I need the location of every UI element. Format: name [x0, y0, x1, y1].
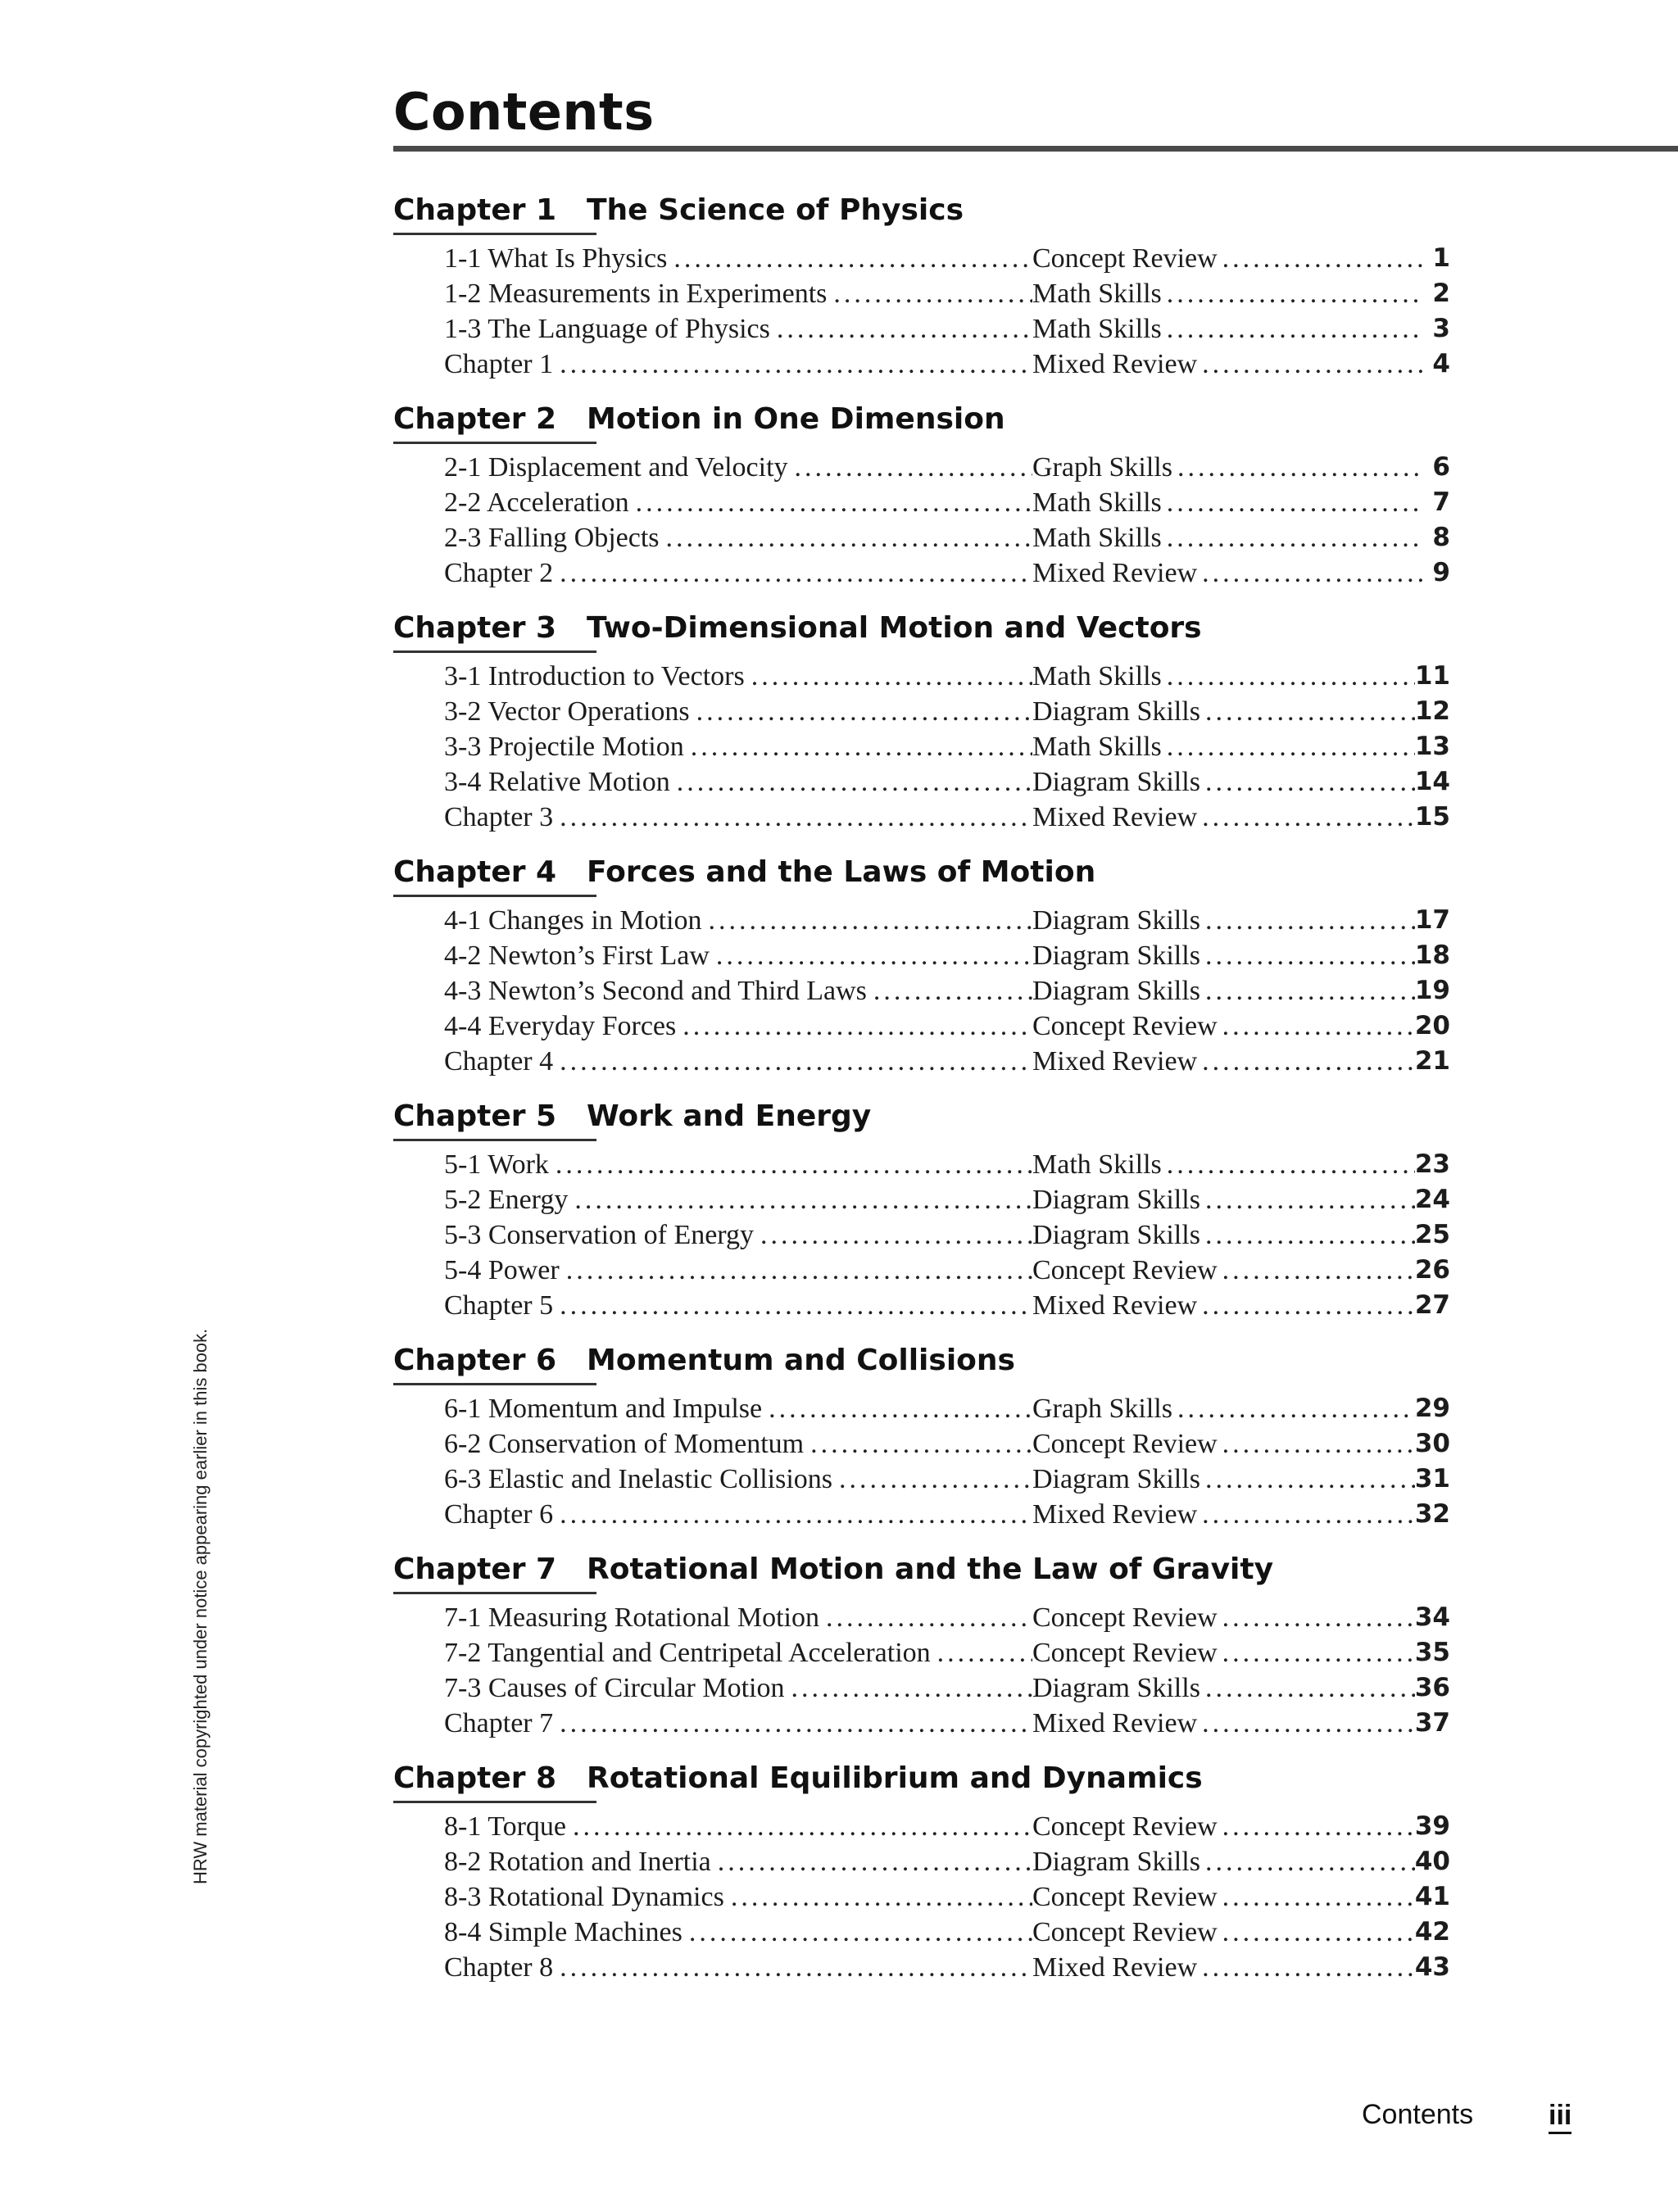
toc-entry	[393, 1497, 1450, 1532]
entry-label: 1-2 Measurements in Experiments	[444, 279, 828, 309]
dot-leader	[1222, 1879, 1415, 1915]
dot-leader	[769, 1391, 1032, 1426]
dot-leader	[1205, 1182, 1415, 1217]
dot-leader	[810, 1426, 1032, 1462]
chapter-heading	[393, 1756, 1450, 1801]
footer-label: Contents	[1362, 2099, 1474, 2130]
toc-entry	[393, 1147, 1450, 1182]
chapter-number: Chapter 5	[393, 1099, 557, 1133]
dot-leader	[1167, 729, 1415, 764]
dot-leader	[1167, 659, 1415, 694]
dot-leader	[708, 903, 1032, 938]
table-of-contents	[393, 188, 1450, 1985]
toc-entry	[393, 659, 1450, 694]
entry-type: Diagram Skills	[1032, 1464, 1200, 1494]
dot-leader	[1202, 1950, 1415, 1985]
chapter-underline	[393, 650, 596, 653]
entry-label: 4-4 Everyday Forces	[444, 1011, 677, 1041]
entry-type: Graph Skills	[1032, 1394, 1172, 1424]
entry-page-number: 39	[1414, 1811, 1450, 1841]
dot-leader	[1222, 1635, 1415, 1670]
dot-leader	[1205, 1217, 1415, 1253]
dot-leader	[1177, 450, 1422, 485]
dot-leader	[666, 520, 1032, 555]
dot-leader	[1205, 973, 1415, 1009]
toc-entry	[393, 1670, 1450, 1706]
dot-leader	[1205, 1670, 1415, 1706]
toc-entry	[393, 276, 1450, 311]
entry-page-number: 32	[1414, 1499, 1450, 1529]
toc-entry	[393, 1879, 1450, 1915]
entry-type: Concept Review	[1032, 1917, 1218, 1947]
entry-label: 5-4 Power	[444, 1255, 560, 1285]
chapter-number: Chapter 1	[393, 193, 557, 227]
entry-label: 6-3 Elastic and Inelastic Collisions	[444, 1464, 833, 1494]
entry-page-number: 14	[1414, 767, 1450, 796]
entry-label: 2-1 Displacement and Velocity	[444, 452, 788, 483]
dot-leader	[718, 1844, 1032, 1879]
chapter-underline	[393, 1801, 596, 1803]
toc-entry	[393, 938, 1450, 973]
dot-leader	[560, 1044, 1032, 1079]
chapter-title: Motion in One Dimension	[587, 402, 1005, 436]
entry-type: Mixed Review	[1032, 1046, 1198, 1077]
entry-page-number: 12	[1414, 696, 1450, 726]
entry-page-number: 26	[1414, 1255, 1450, 1285]
toc-entry	[393, 1426, 1450, 1462]
title-rule	[393, 146, 1678, 152]
entry-label: 4-1 Changes in Motion	[444, 905, 702, 936]
entry-page-number: 20	[1414, 1011, 1450, 1040]
dot-leader	[566, 1253, 1032, 1288]
toc-entry	[393, 485, 1450, 520]
copyright-notice: HRW material copyrighted under notice appearing earlier in this book.	[190, 1328, 211, 1884]
toc-entry	[393, 729, 1450, 764]
dot-leader	[1205, 903, 1415, 938]
entry-type: Diagram Skills	[1032, 1847, 1200, 1877]
entry-page-number: 37	[1414, 1708, 1450, 1738]
entry-type: Concept Review	[1032, 1811, 1218, 1842]
dot-leader	[696, 694, 1032, 729]
entry-label: 8-2 Rotation and Inertia	[444, 1847, 711, 1877]
entry-type: Math Skills	[1032, 314, 1162, 344]
dot-leader	[689, 1915, 1032, 1950]
dot-leader	[1202, 1706, 1415, 1741]
dot-leader	[839, 1462, 1032, 1497]
toc-entry	[393, 1950, 1450, 1985]
dot-leader	[560, 555, 1032, 591]
toc-entry	[393, 520, 1450, 555]
toc-entry	[393, 1809, 1450, 1844]
entry-type: Mixed Review	[1032, 802, 1198, 832]
entry-page-number: 15	[1414, 802, 1450, 832]
toc-entry	[393, 1288, 1450, 1323]
toc-entry	[393, 1462, 1450, 1497]
entry-page-number: 30	[1414, 1429, 1450, 1458]
toc-entry	[393, 1600, 1450, 1635]
entry-type: Mixed Review	[1032, 1499, 1198, 1530]
dot-leader	[716, 938, 1032, 973]
entry-page-number: 23	[1414, 1149, 1450, 1179]
toc-entry	[393, 1915, 1450, 1950]
entry-type: Diagram Skills	[1032, 976, 1200, 1006]
chapter-section	[393, 1339, 1450, 1532]
toc-entry	[393, 1635, 1450, 1670]
entry-type: Diagram Skills	[1032, 1185, 1200, 1215]
dot-leader	[1205, 938, 1415, 973]
toc-entry	[393, 555, 1450, 591]
toc-entry	[393, 1182, 1450, 1217]
dot-leader	[937, 1635, 1032, 1670]
chapter-heading	[393, 850, 1450, 895]
dot-leader	[1205, 1844, 1415, 1879]
entry-label: 3-4 Relative Motion	[444, 767, 670, 797]
chapter-section	[393, 606, 1450, 835]
chapter-underline	[393, 1139, 596, 1141]
entry-type: Mixed Review	[1032, 1708, 1198, 1738]
toc-entry	[393, 1009, 1450, 1044]
dot-leader	[673, 241, 1032, 276]
chapter-underline	[393, 233, 596, 235]
entry-page-number: 17	[1414, 905, 1450, 935]
dot-leader	[560, 1950, 1032, 1985]
toc-entry	[393, 241, 1450, 276]
entry-page-number: 8	[1432, 523, 1450, 552]
entry-label: 8-1 Torque	[444, 1811, 567, 1842]
toc-entry	[393, 1844, 1450, 1879]
entry-type: Concept Review	[1032, 1429, 1218, 1459]
entry-page-number: 11	[1414, 661, 1450, 691]
entry-page-number: 2	[1432, 279, 1450, 308]
entry-type: Math Skills	[1032, 279, 1162, 309]
toc-entry	[393, 764, 1450, 800]
entry-type: Diagram Skills	[1032, 1220, 1200, 1250]
dot-leader	[1202, 800, 1415, 835]
entry-label: 6-2 Conservation of Momentum	[444, 1429, 805, 1459]
toc-entry	[393, 347, 1450, 382]
entry-page-number: 9	[1432, 558, 1450, 587]
dot-leader	[1205, 694, 1415, 729]
chapter-number: Chapter 4	[393, 855, 557, 889]
toc-entry	[393, 973, 1450, 1009]
chapter-section	[393, 188, 1450, 382]
chapter-section	[393, 1756, 1450, 1985]
entry-page-number: 13	[1414, 732, 1450, 761]
dot-leader	[1202, 347, 1422, 382]
entry-label: Chapter 4	[444, 1046, 554, 1077]
dot-leader	[1202, 1288, 1415, 1323]
entry-page-number: 42	[1414, 1917, 1450, 1947]
dot-leader	[777, 311, 1032, 347]
entry-label: 6-1 Momentum and Impulse	[444, 1394, 763, 1424]
dot-leader	[683, 1009, 1032, 1044]
entry-type: Concept Review	[1032, 1255, 1218, 1285]
chapter-title: Rotational Motion and the Law of Gravity	[587, 1552, 1274, 1586]
chapter-title: Work and Energy	[587, 1099, 872, 1133]
dot-leader	[560, 347, 1032, 382]
dot-leader	[1222, 1915, 1415, 1950]
page-title: Contents	[393, 82, 655, 142]
chapter-heading	[393, 397, 1450, 442]
entry-label: Chapter 1	[444, 349, 554, 379]
entry-label: 7-1 Measuring Rotational Motion	[444, 1602, 820, 1633]
dot-leader	[791, 1670, 1033, 1706]
dot-leader	[1167, 520, 1422, 555]
dot-leader	[1202, 555, 1422, 591]
dot-leader	[760, 1217, 1032, 1253]
dot-leader	[1167, 1147, 1415, 1182]
entry-page-number: 7	[1432, 487, 1450, 517]
dot-leader	[1167, 485, 1422, 520]
entry-label: 5-1 Work	[444, 1149, 549, 1180]
chapter-underline	[393, 442, 596, 444]
chapter-section	[393, 1548, 1450, 1741]
toc-entry	[393, 450, 1450, 485]
dot-leader	[1167, 311, 1422, 347]
dot-leader	[573, 1809, 1032, 1844]
entry-type: Math Skills	[1032, 661, 1162, 691]
entry-page-number: 43	[1414, 1952, 1450, 1982]
toc-entry	[393, 1253, 1450, 1288]
entry-label: 4-2 Newton’s First Law	[444, 941, 710, 971]
entry-label: Chapter 5	[444, 1290, 554, 1321]
toc-entry	[393, 903, 1450, 938]
entry-page-number: 3	[1432, 314, 1450, 343]
footer-page-number: iii	[1549, 2099, 1571, 2134]
dot-leader	[833, 276, 1032, 311]
chapter-number: Chapter 3	[393, 611, 557, 645]
entry-page-number: 4	[1432, 349, 1450, 378]
dot-leader	[1222, 1253, 1415, 1288]
entry-label: 8-3 Rotational Dynamics	[444, 1882, 724, 1912]
dot-leader	[1177, 1391, 1415, 1426]
entry-type: Diagram Skills	[1032, 1673, 1200, 1703]
chapter-number: Chapter 7	[393, 1552, 557, 1586]
toc-entry	[393, 311, 1450, 347]
entry-type: Concept Review	[1032, 1011, 1218, 1041]
chapter-title: Two-Dimensional Motion and Vectors	[587, 611, 1202, 645]
chapter-number: Chapter 6	[393, 1344, 557, 1377]
entry-type: Concept Review	[1032, 1638, 1218, 1668]
entry-type: Diagram Skills	[1032, 696, 1200, 727]
entry-label: Chapter 8	[444, 1952, 554, 1983]
chapter-number: Chapter 8	[393, 1761, 557, 1795]
entry-type: Math Skills	[1032, 523, 1162, 553]
entry-page-number: 41	[1414, 1882, 1450, 1911]
entry-type: Diagram Skills	[1032, 905, 1200, 936]
entry-label: 7-2 Tangential and Centripetal Acceleration	[444, 1638, 931, 1668]
entry-type: Concept Review	[1032, 1602, 1218, 1633]
entry-page-number: 18	[1414, 941, 1450, 970]
entry-label: 5-2 Energy	[444, 1185, 569, 1215]
toc-entry	[393, 694, 1450, 729]
chapter-title: Forces and the Laws of Motion	[587, 855, 1096, 889]
dot-leader	[574, 1182, 1032, 1217]
dot-leader	[560, 800, 1032, 835]
entry-label: 1-3 The Language of Physics	[444, 314, 770, 344]
entry-page-number: 35	[1414, 1638, 1450, 1667]
entry-label: 2-2 Acceleration	[444, 487, 629, 518]
chapter-underline	[393, 1592, 596, 1594]
chapter-heading	[393, 188, 1450, 233]
entry-page-number: 31	[1414, 1464, 1450, 1494]
entry-label: Chapter 3	[444, 802, 554, 832]
entry-type: Math Skills	[1032, 732, 1162, 762]
dot-leader	[1222, 1426, 1415, 1462]
dot-leader	[795, 450, 1032, 485]
entry-type: Diagram Skills	[1032, 941, 1200, 971]
chapter-title: Rotational Equilibrium and Dynamics	[587, 1761, 1203, 1795]
entry-label: 3-3 Projectile Motion	[444, 732, 684, 762]
entry-page-number: 25	[1414, 1220, 1450, 1249]
chapter-number: Chapter 2	[393, 402, 557, 436]
dot-leader	[1222, 241, 1422, 276]
dot-leader	[1205, 1462, 1415, 1497]
dot-leader	[731, 1879, 1032, 1915]
chapter-heading	[393, 1339, 1450, 1383]
entry-type: Mixed Review	[1032, 1952, 1198, 1983]
entry-label: 7-3 Causes of Circular Motion	[444, 1673, 785, 1703]
chapter-title: The Science of Physics	[587, 193, 964, 227]
dot-leader	[677, 764, 1032, 800]
entry-page-number: 21	[1414, 1046, 1450, 1076]
entry-label: 5-3 Conservation of Energy	[444, 1220, 755, 1250]
dot-leader	[560, 1706, 1032, 1741]
dot-leader	[1222, 1600, 1415, 1635]
entry-page-number: 24	[1414, 1185, 1450, 1214]
entry-type: Diagram Skills	[1032, 767, 1200, 797]
entry-type: Mixed Review	[1032, 558, 1198, 588]
entry-type: Math Skills	[1032, 487, 1162, 518]
dot-leader	[1205, 764, 1415, 800]
entry-type: Mixed Review	[1032, 1290, 1198, 1321]
dot-leader	[1202, 1497, 1415, 1532]
entry-label: 3-1 Introduction to Vectors	[444, 661, 745, 691]
entry-page-number: 34	[1414, 1602, 1450, 1632]
toc-entry	[393, 1391, 1450, 1426]
toc-entry	[393, 1706, 1450, 1741]
entry-label: Chapter 2	[444, 558, 554, 588]
chapter-underline	[393, 895, 596, 897]
entry-type: Concept Review	[1032, 243, 1218, 274]
dot-leader	[1202, 1044, 1415, 1079]
chapter-heading	[393, 1095, 1450, 1139]
entry-type: Mixed Review	[1032, 349, 1198, 379]
chapter-section	[393, 397, 1450, 591]
entry-page-number: 29	[1414, 1394, 1450, 1423]
chapter-heading	[393, 606, 1450, 650]
entry-label: 1-1 What Is Physics	[444, 243, 668, 274]
entry-page-number: 19	[1414, 976, 1450, 1005]
chapter-section	[393, 850, 1450, 1079]
toc-entry	[393, 1217, 1450, 1253]
entry-page-number: 27	[1414, 1290, 1450, 1320]
dot-leader	[873, 973, 1032, 1009]
chapter-section	[393, 1095, 1450, 1323]
entry-type: Graph Skills	[1032, 452, 1172, 483]
dot-leader	[1167, 276, 1422, 311]
entry-page-number: 1	[1432, 243, 1450, 273]
entry-label: Chapter 7	[444, 1708, 554, 1738]
dot-leader	[560, 1497, 1032, 1532]
entry-page-number: 36	[1414, 1673, 1450, 1702]
chapter-heading	[393, 1548, 1450, 1592]
entry-page-number: 40	[1414, 1847, 1450, 1876]
entry-page-number: 6	[1432, 452, 1450, 482]
entry-type: Concept Review	[1032, 1882, 1218, 1912]
dot-leader	[556, 1147, 1032, 1182]
chapter-underline	[393, 1383, 596, 1385]
dot-leader	[751, 659, 1032, 694]
dot-leader	[1222, 1809, 1415, 1844]
entry-label: Chapter 6	[444, 1499, 554, 1530]
dot-leader	[1222, 1009, 1415, 1044]
toc-entry	[393, 1044, 1450, 1079]
dot-leader	[826, 1600, 1032, 1635]
toc-entry	[393, 800, 1450, 835]
dot-leader	[636, 485, 1032, 520]
entry-label: 3-2 Vector Operations	[444, 696, 690, 727]
entry-type: Math Skills	[1032, 1149, 1162, 1180]
chapter-title: Momentum and Collisions	[587, 1344, 1015, 1377]
dot-leader	[691, 729, 1032, 764]
entry-label: 8-4 Simple Machines	[444, 1917, 683, 1947]
dot-leader	[560, 1288, 1032, 1323]
entry-label: 4-3 Newton’s Second and Third Laws	[444, 976, 867, 1006]
entry-label: 2-3 Falling Objects	[444, 523, 660, 553]
